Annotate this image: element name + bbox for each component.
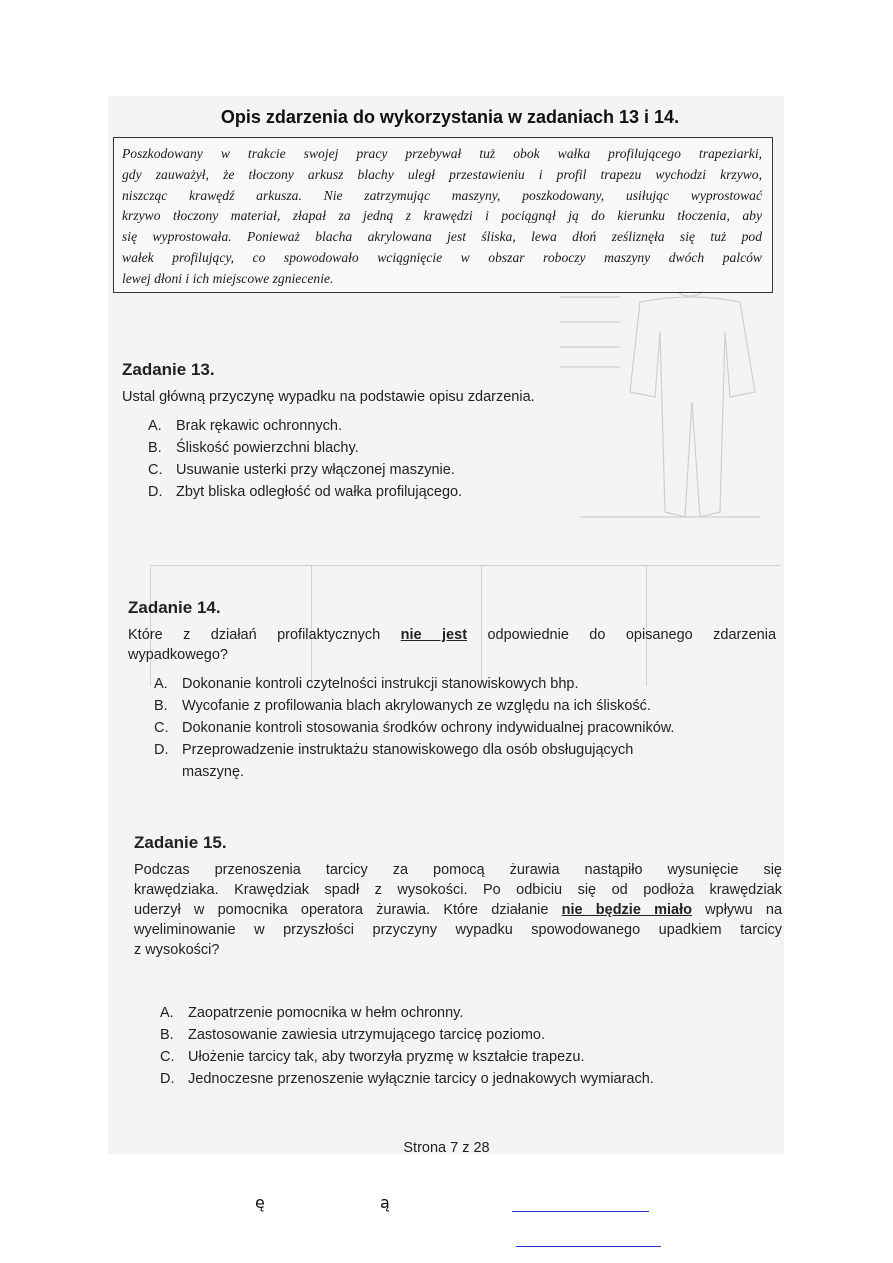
task-15-option-c bbox=[160, 1046, 782, 1068]
option-text: Wycofanie z profilowania blach akrylowanych ze względu na ich śliskość. bbox=[182, 698, 651, 714]
option-text: Dokonanie kontroli stosowania środków ochrony indywidualnej pracowników. bbox=[182, 720, 675, 736]
option-letter: A. bbox=[160, 1005, 174, 1021]
option-text-line: Przeprowadzenie instruktażu stanowiskowego dla osób obsługujących bbox=[182, 742, 634, 758]
option-text-line: maszynę. bbox=[182, 764, 245, 780]
incident-line: wałek profilujący, co spowodowało wciągnięcie w obszar roboczy maszyny dwóch palców bbox=[122, 249, 762, 265]
incident-line: Poszkodowany w trakcie swojej pracy przebywał tuż obok wałka profilującego trapeziarki, bbox=[122, 146, 762, 161]
task-15-option-d bbox=[160, 1068, 782, 1090]
incident-line: niszcząc krawędź arkusza. Nie zatrzymując maszyny, poszkodowany, usiłując wyprostować bbox=[122, 187, 762, 203]
option-letter: D. bbox=[154, 742, 169, 758]
page-number: Strona 7 z 28 bbox=[403, 1140, 490, 1156]
hyperlink-underline[interactable] bbox=[512, 1211, 649, 1212]
option-letter: D. bbox=[148, 484, 163, 500]
incident-description-box bbox=[113, 137, 773, 293]
task-13-option-b bbox=[148, 437, 742, 459]
task-13 bbox=[122, 360, 742, 503]
task-15-question-line bbox=[134, 900, 782, 920]
option-text: Śliskość powierzchni blachy. bbox=[176, 440, 359, 456]
task-13-heading: Zadanie 13. bbox=[122, 360, 215, 379]
task-13-option-c bbox=[148, 459, 742, 481]
option-letter: A. bbox=[148, 418, 162, 434]
task-13-option-d bbox=[148, 481, 742, 503]
task-15-question-line: Podczas przenoszenia tarcicy za pomocą żurawia nastąpiło wysunięcie się bbox=[134, 862, 782, 878]
option-letter: A. bbox=[154, 676, 168, 692]
question-text: Które z działań profilaktycznych bbox=[128, 627, 381, 643]
incident-line: się wyprostowała. Ponieważ blacha akrylowana jest śliska, lewa dłoń ześliznęła się tuż pod bbox=[122, 229, 762, 245]
option-text: Zbyt bliska odległość od wałka profilującego. bbox=[176, 484, 463, 500]
task-14 bbox=[128, 598, 776, 783]
task-14-option-a bbox=[154, 673, 776, 695]
question-text: wpływu na bbox=[705, 902, 783, 918]
task-14-option-d bbox=[154, 739, 776, 783]
task-15-question-line: krawędziaka. Krawędziak spadł z wysokości. Po odbiciu się od podłoża krawędziak bbox=[134, 882, 782, 898]
option-letter: C. bbox=[148, 462, 163, 478]
task-14-option-b bbox=[154, 695, 776, 717]
option-text bbox=[182, 739, 776, 783]
task-14-question-line-2: wypadkowego? bbox=[128, 647, 228, 663]
stray-character: ę bbox=[255, 1193, 265, 1212]
hyperlink-underline[interactable] bbox=[516, 1246, 661, 1247]
option-text: Brak rękawic ochronnych. bbox=[176, 418, 343, 434]
task-15-question bbox=[134, 860, 782, 960]
option-text: Usuwanie usterki przy włączonej maszynie. bbox=[176, 462, 455, 478]
task-14-option-c bbox=[154, 717, 776, 739]
option-text: Jednoczesne przenoszenie wyłącznie tarcicy o jednakowych wymiarach. bbox=[188, 1071, 654, 1087]
option-letter: C. bbox=[160, 1049, 175, 1065]
task-15 bbox=[134, 833, 782, 1090]
incident-line: gdy zauważył, że tłoczony arkusz blachy uległ przestawieniu i profil trapezu wychodzi krzywo, bbox=[122, 166, 762, 182]
question-text: uderzył w pomocnika operatora żurawia. Które działanie bbox=[134, 902, 549, 918]
task-15-option-a bbox=[160, 1002, 782, 1024]
option-letter: B. bbox=[148, 440, 162, 456]
option-text: Dokonanie kontroli czytelności instrukcji stanowiskowych bhp. bbox=[182, 676, 579, 692]
option-text: Zaopatrzenie pomocnika w hełm ochronny. bbox=[188, 1005, 464, 1021]
task-15-option-b bbox=[160, 1024, 782, 1046]
stray-character: ą bbox=[380, 1193, 390, 1212]
option-letter: D. bbox=[160, 1071, 175, 1087]
task-15-question-line: wyeliminowanie w przyszłości przyczyny wypadku spowodowanego upadkiem tarcicy bbox=[134, 922, 782, 938]
task-15-question-line: z wysokości? bbox=[134, 942, 220, 958]
incident-line: krzywo tłoczony materiał, złapał za jedną z krawędzi i pociągnął ją do kierunku tłoczenia, aby bbox=[122, 208, 762, 224]
option-letter: B. bbox=[160, 1027, 174, 1043]
task-14-question-line-1 bbox=[128, 625, 776, 645]
question-text: odpowiednie do opisanego zdarzenia bbox=[487, 627, 777, 643]
task-13-question: Ustal główną przyczynę wypadku na podstawie opisu zdarzenia. bbox=[122, 389, 535, 405]
task-14-question bbox=[128, 625, 776, 665]
option-letter: C. bbox=[154, 720, 169, 736]
option-letter: B. bbox=[154, 698, 168, 714]
question-emphasis: nie będzie miało bbox=[561, 902, 692, 918]
option-text: Zastosowanie zawiesia utrzymującego tarcicę poziomo. bbox=[188, 1027, 546, 1043]
question-emphasis: nie jest bbox=[400, 627, 468, 643]
page-title: Opis zdarzenia do wykorzystania w zadaniach 13 i 14. bbox=[220, 107, 680, 127]
task-15-heading: Zadanie 15. bbox=[134, 833, 227, 852]
incident-line: lewej dłoni i ich miejscowe zgniecenie. bbox=[122, 270, 334, 286]
task-13-option-a bbox=[148, 415, 742, 437]
option-text: Ułożenie tarcicy tak, aby tworzyła pryzmę w kształcie trapezu. bbox=[188, 1049, 585, 1065]
task-14-heading: Zadanie 14. bbox=[128, 598, 221, 617]
